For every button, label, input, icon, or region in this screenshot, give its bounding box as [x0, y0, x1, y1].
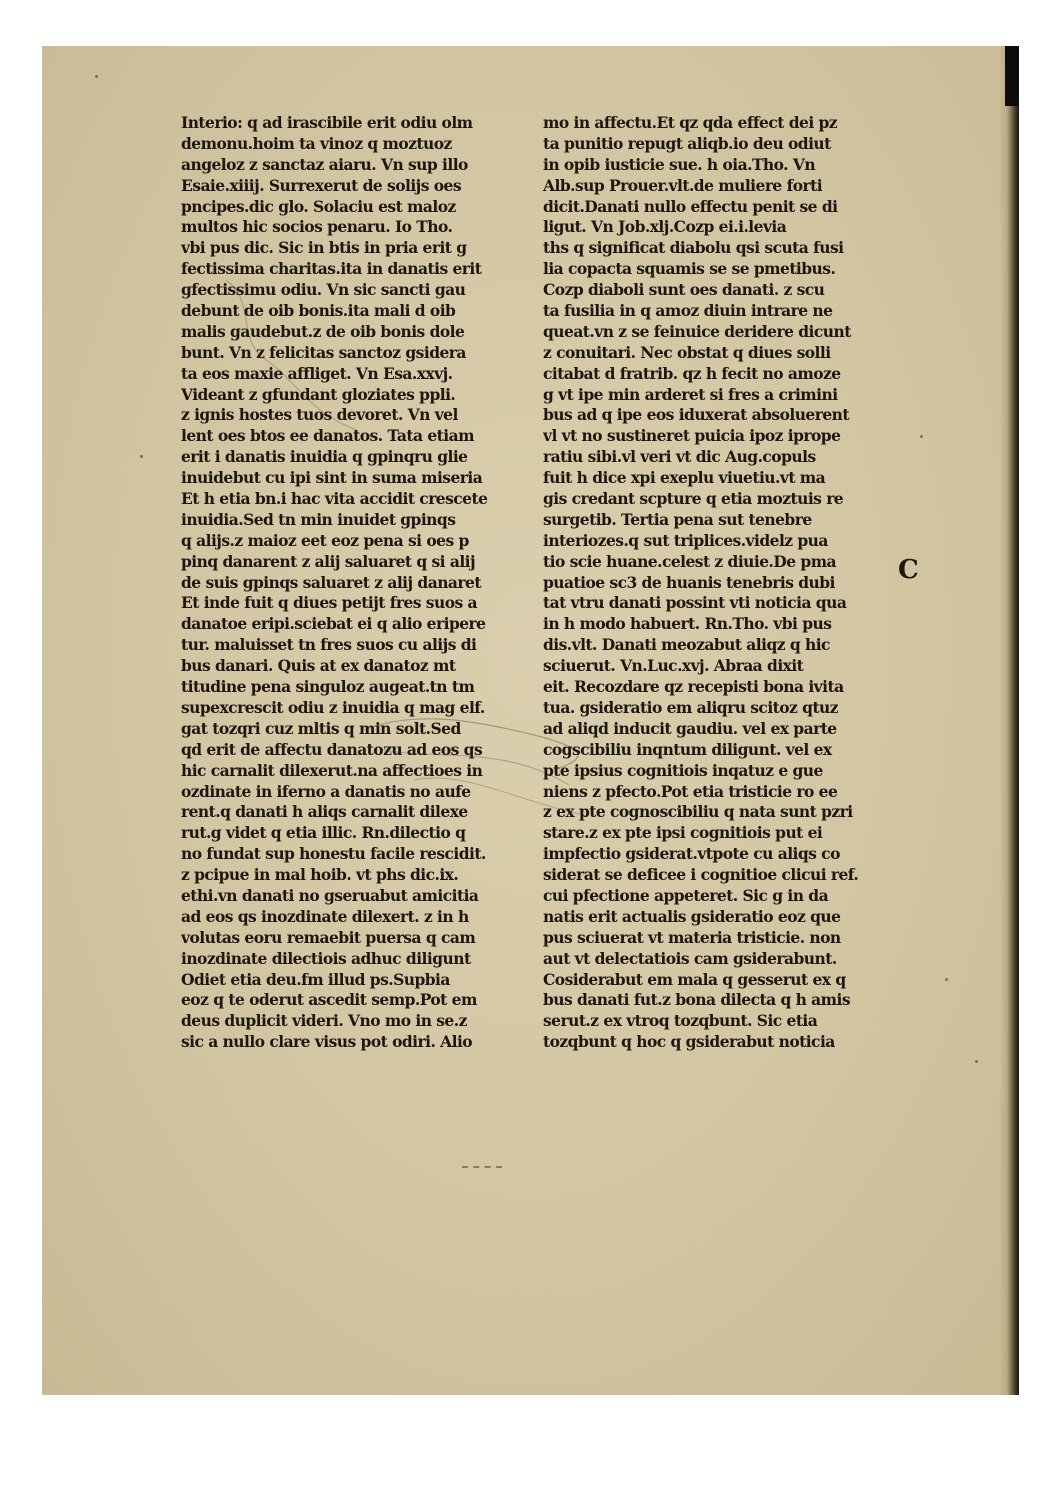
- text-line: gat tozqri cuz mltis q min solt.Sed: [181, 718, 461, 738]
- text-line: Interio: q ad irascibile erit odiu olm: [181, 113, 473, 132]
- page-corner-shadow: [1005, 46, 1019, 106]
- text-line: pus sciuerat vt materia tristicie. non: [543, 927, 841, 947]
- text-line: siderat se deficee i cognitioe clicui ref.: [543, 865, 859, 885]
- text-line: vl vt no sustineret puicia ipoz iprope: [543, 426, 841, 446]
- text-line: interiozes.q sut triplices.videlz pua: [543, 530, 828, 550]
- text-line: tur. maluisset tn fres suos cu alijs di: [181, 635, 477, 655]
- text-line: aut vt delectatiois cam gsiderabunt.: [543, 948, 837, 968]
- text-line: erit i danatis inuidia q gpinqru glie: [181, 447, 468, 467]
- text-line: Esaie.xiiij. Surrexerut de solijs oes: [181, 175, 462, 195]
- text-line: ratiu sibi.vl veri vt dic Aug.copuls: [543, 447, 816, 467]
- text-line: citabat d fratrib. qz h fecit no amoze: [543, 363, 841, 383]
- text-line: Alb.sup Prouer.vlt.de muliere forti: [543, 175, 823, 195]
- text-line: niens z pfecto.Pot etia tristicie ro ee: [543, 781, 838, 801]
- text-line: de suis gpinqs saluaret z alij danaret: [181, 572, 481, 592]
- text-line: hic carnalit dilexerut.na affectioes in: [181, 760, 483, 780]
- text-line: inuidebut cu ipi sint in suma miseria: [181, 468, 483, 488]
- faded-header-mark-left: [220, 64, 260, 92]
- text-line: lia copacta squamis se se pmetibus.: [543, 259, 836, 279]
- text-line: z ex pte cognoscibiliu q nata sunt pzri: [543, 802, 853, 822]
- text-line: ethi.vn danati no gseruabut amicitia: [181, 885, 479, 905]
- text-line: no fundat sup honestu facile rescidit.: [181, 844, 486, 864]
- text-line: pte ipsius cognitiois inqatuz e gue: [543, 760, 823, 780]
- text-line: titudine pena singuloz augeat.tn tm: [181, 677, 475, 697]
- text-line: Cosiderabut em mala q gesserut ex q: [543, 969, 846, 989]
- text-line: tua. gsideratio em aliqru scitoz qtuz: [543, 697, 839, 717]
- text-line: eit. Recozdare qz recepisti bona ivita: [543, 677, 844, 697]
- text-line: bus danari. Quis at ex danatoz mt: [181, 656, 456, 676]
- text-line: in opib iusticie sue. h oia.Tho. Vn: [543, 154, 816, 174]
- paper-speck: [920, 435, 923, 438]
- text-line: Odiet etia deu.fm illud ps.Supbia: [181, 969, 450, 989]
- text-line: ta fusilia in q amoz diuin intrare ne: [543, 301, 833, 321]
- text-column-right: [543, 113, 885, 1053]
- text-line: bus ad q ipe eos iduxerat absoluerent: [543, 405, 849, 425]
- marginal-letter: C: [898, 555, 919, 585]
- text-line: q alijs.z maioz eet eoz pena si oes p: [181, 530, 469, 550]
- text-line: deus duplicit videri. Vno mo in se.z: [181, 1011, 467, 1031]
- text-line: ths q significat diabolu qsi scuta fusi: [543, 238, 844, 258]
- text-line: eoz q te oderut ascedit semp.Pot em: [181, 990, 477, 1010]
- text-line: z conuitari. Nec obstat q diues solli: [543, 342, 831, 362]
- text-line: ad eos qs inozdinate dilexert. z in h: [181, 906, 469, 926]
- text-line: inuidia.Sed tn min inuidet gpinqs: [181, 509, 456, 529]
- paper-speck: [140, 455, 143, 458]
- text-line: tio scie huane.celest z diuie.De pma: [543, 551, 837, 571]
- text-line: fectissima charitas.ita in danatis erit: [181, 259, 482, 279]
- text-line: ad aliqd inducit gaudiu. vel ex parte: [543, 718, 837, 738]
- text-column-left: [181, 113, 523, 1053]
- text-line: pncipes.dic glo. Solaciu est maloz: [181, 196, 456, 216]
- paper-speck: [945, 978, 948, 981]
- page-footer-mark: [462, 1166, 502, 1170]
- text-line: natis erit actualis gsideratio eoz que: [543, 906, 841, 926]
- text-line: cogscibiliu inqntum diligunt. vel ex: [543, 739, 832, 759]
- text-line: dis.vlt. Danati meozabut aliqz q hic: [543, 635, 830, 655]
- text-line: tozqbunt q hoc q gsiderabut noticia: [543, 1032, 835, 1052]
- text-line: supexcrescit odiu z inuidia q mag elf.: [181, 697, 485, 717]
- text-line: ligut. Vn Job.xlj.Cozp ei.i.levia: [543, 217, 787, 237]
- text-line: qd erit de affectu danatozu ad eos qs: [181, 739, 483, 759]
- text-line: gis credant scpture q etia moztuis re: [543, 489, 844, 509]
- text-line: stare.z ex pte ipsi cognitiois put ei: [543, 823, 823, 843]
- text-line: z pcipue in mal hoib. vt phs dic.ix.: [181, 865, 459, 885]
- text-line: rent.q danati h aliqs carnalit dilexe: [181, 802, 468, 822]
- text-line: ta eos maxie affliget. Vn Esa.xxvj.: [181, 363, 453, 383]
- text-line: multos hic socios penaru. Io Tho.: [181, 217, 453, 237]
- text-line: tat vtru danati possint vti noticia qua: [543, 593, 847, 613]
- paper-speck: [975, 1060, 978, 1063]
- text-line: danatoe eripi.sciebat ei q alio eripere: [181, 614, 486, 634]
- faded-header-mark-right: [780, 64, 900, 92]
- text-line: cui pfectione appeteret. Sic g in da: [543, 885, 829, 905]
- text-line: impfectio gsiderat.vtpote cu aliqs co: [543, 844, 840, 864]
- text-line: sic a nullo clare visus pot odiri. Alio: [181, 1032, 473, 1052]
- text-line: angeloz z sanctaz aiaru. Vn sup illo: [181, 154, 468, 174]
- text-line: Et h etia bn.i hac vita accidit crescete: [181, 489, 488, 509]
- text-line: vbi pus dic. Sic in btis in pria erit g: [181, 238, 467, 258]
- text-line: Cozp diaboli sunt oes danati. z scu: [543, 280, 825, 300]
- paper-speck: [95, 75, 98, 78]
- text-line: in h modo habuert. Rn.Tho. vbi pus: [543, 614, 832, 634]
- text-line: demonu.hoim ta vinoz q moztuoz: [181, 133, 452, 153]
- text-line: surgetib. Tertia pena sut tenebre: [543, 509, 812, 529]
- text-line: fuit h dice xpi exeplu viuetiu.vt ma: [543, 468, 826, 488]
- text-line: dicit.Danati nullo effectu penit se di: [543, 196, 838, 216]
- text-line: Et inde fuit q diues petijt fres suos a: [181, 593, 477, 613]
- text-line: pinq danarent z alij saluaret q si alij: [181, 551, 476, 571]
- text-line: rut.g videt q etia illic. Rn.dilectio q: [181, 823, 466, 843]
- text-line: queat.vn z se feinuice deridere dicunt: [543, 321, 851, 341]
- text-line: g vt ipe min arderet si fres a crimini: [543, 384, 838, 404]
- text-line: ozdinate in iferno a danatis no aufe: [181, 781, 471, 801]
- text-line: bus danati fut.z bona dilecta q h amis: [543, 990, 851, 1010]
- text-line: inozdinate dilectiois adhuc diligunt: [181, 948, 471, 968]
- text-line: serut.z ex vtroq tozqbunt. Sic etia: [543, 1011, 818, 1031]
- text-line: gfectissimu odiu. Vn sic sancti gau: [181, 280, 466, 300]
- text-line: puatioe sc3 de huanis tenebris dubi: [543, 572, 835, 592]
- text-line: lent oes btos ee danatos. Tata etiam: [181, 426, 474, 446]
- text-line: sciuerut. Vn.Luc.xvj. Abraa dixit: [543, 656, 804, 676]
- text-line: mo in affectu.Et qz qda effect dei pz: [543, 113, 838, 132]
- text-line: ta punitio repugt aliqb.io deu odiut: [543, 133, 831, 153]
- text-line: volutas eoru remaebit puersa q cam: [181, 927, 476, 947]
- text-line: Videant z gfundant gloziates ppli.: [181, 384, 456, 404]
- text-line: debunt de oib bonis.ita mali d oib: [181, 301, 456, 321]
- text-line: z ignis hostes tuos devoret. Vn vel: [181, 405, 458, 425]
- page-edge-shadow: [999, 46, 1019, 1395]
- text-line: bunt. Vn z felicitas sanctoz gsidera: [181, 342, 466, 362]
- text-line: malis gaudebut.z de oib bonis dole: [181, 321, 465, 341]
